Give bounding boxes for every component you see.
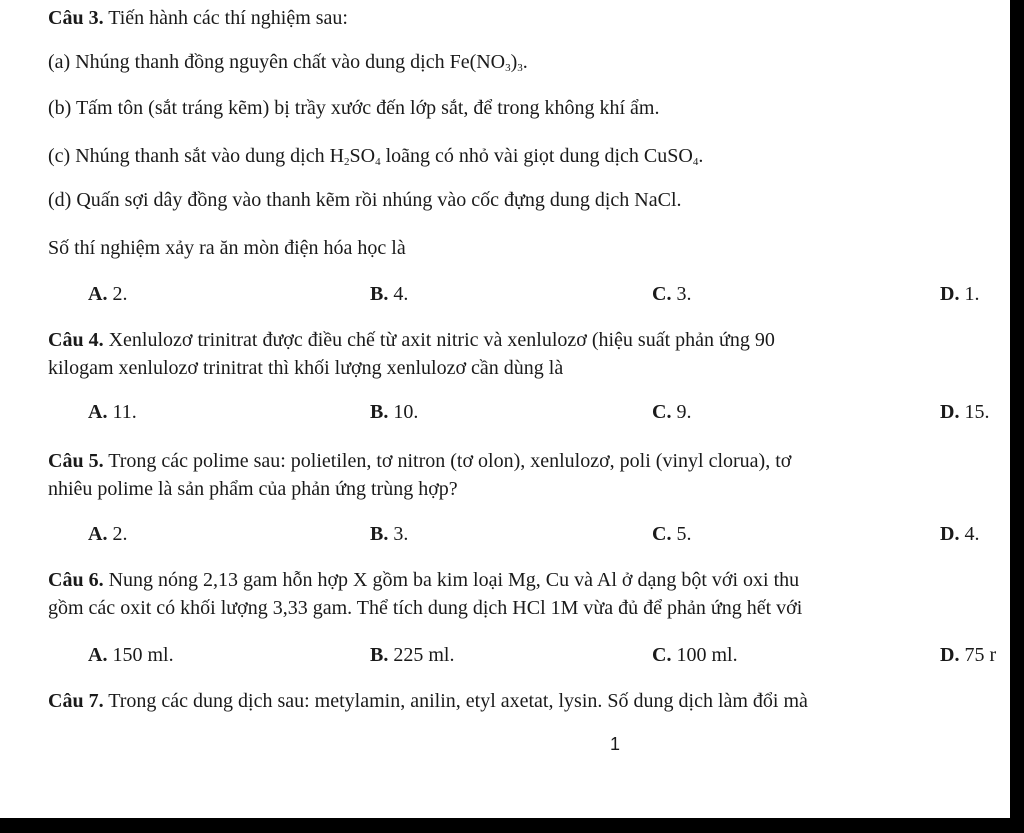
- q3-option-d: [940, 282, 979, 306]
- option-value: 150 ml.: [107, 644, 174, 666]
- option-letter: B.: [370, 401, 389, 423]
- option-value: 3.: [388, 523, 409, 545]
- q5-option-b: [370, 522, 408, 546]
- q3-item-c-mid1: SO: [349, 145, 376, 167]
- option-letter: C.: [652, 283, 672, 305]
- option-letter: A.: [88, 283, 108, 305]
- option-value: 10.: [388, 401, 419, 423]
- option-value: 225 ml.: [388, 644, 455, 666]
- option-value: 100 ml.: [671, 644, 738, 666]
- option-letter: B.: [370, 283, 389, 305]
- option-value: 15.: [959, 401, 990, 423]
- q4-option-b: [370, 400, 418, 424]
- q6-option-b: [370, 643, 454, 667]
- option-letter: A.: [88, 644, 108, 666]
- q3-item-a-text: (a) Nhúng thanh đồng nguyên chất vào dung dịch Fe(NO: [48, 51, 506, 73]
- q6-text: Nung nóng 2,13 gam hỗn hợp X gồm ba kim loại Mg, Cu và Al ở dạng bột với oxi thu: [103, 569, 800, 591]
- option-letter: D.: [940, 401, 960, 423]
- q5-line-2: nhiêu polime là sản phẩm của phản ứng trùng hợp?: [48, 478, 458, 500]
- q5-option-c: [652, 522, 691, 546]
- q7-text: Trong các dung dịch sau: metylamin, anilin, etyl axetat, lysin. Số dung dịch làm đổi mà: [103, 690, 808, 712]
- q3-item-c-sub1: 2: [344, 156, 350, 168]
- q5-option-a: [88, 522, 127, 546]
- right-border: [1010, 0, 1024, 833]
- q3-item-c-sub2: 4: [375, 156, 381, 168]
- option-letter: B.: [370, 523, 389, 545]
- option-value: 9.: [671, 401, 692, 423]
- q3-item-a: [48, 50, 528, 74]
- q3-item-a-sub1: 3: [505, 62, 511, 74]
- option-value: 11.: [107, 401, 137, 423]
- q3-item-c-text: (c) Nhúng thanh sắt vào dung dịch H: [48, 145, 345, 167]
- q7-label: Câu 7.: [48, 690, 104, 712]
- q5-label: Câu 5.: [48, 450, 104, 472]
- q7-line-1: [48, 689, 808, 713]
- q4-line-1: [48, 328, 775, 352]
- q6-label: Câu 6.: [48, 569, 104, 591]
- option-letter: C.: [652, 644, 672, 666]
- option-letter: A.: [88, 523, 108, 545]
- q6-line-1: [48, 568, 799, 592]
- q3-option-b: [370, 282, 408, 306]
- q3-item-a-mid: ): [510, 51, 518, 73]
- option-value: 5.: [671, 523, 692, 545]
- option-value: 4.: [388, 283, 409, 305]
- q3-heading: [48, 6, 348, 30]
- q4-option-d: [940, 400, 989, 424]
- q3-item-c-mid2: loãng có nhỏ vài giọt dung dịch CuSO: [380, 145, 693, 167]
- q5-line-1: [48, 449, 791, 473]
- q3-text: Tiến hành các thí nghiệm sau:: [103, 7, 348, 29]
- q3-item-a-end: .: [522, 51, 528, 73]
- option-letter: A.: [88, 401, 108, 423]
- q5-option-d: [940, 522, 979, 546]
- q3-label: Câu 3.: [48, 7, 104, 29]
- q6-option-c: [652, 643, 738, 667]
- q4-label: Câu 4.: [48, 329, 104, 351]
- q3-item-a-sub2: 3: [517, 62, 523, 74]
- q3-item-d: (d) Quấn sợi dây đồng vào thanh kẽm rồi nhúng vào cốc đựng dung dịch NaCl.: [48, 189, 682, 211]
- q3-item-c-end: .: [698, 145, 704, 167]
- option-value: 2.: [107, 523, 128, 545]
- option-value: 75 r: [959, 644, 997, 666]
- option-value: 1.: [959, 283, 980, 305]
- q4-option-c: [652, 400, 691, 424]
- q3-item-c-sub3: 4: [692, 156, 699, 168]
- option-value: 2.: [107, 283, 128, 305]
- q6-option-a: [88, 643, 174, 667]
- option-letter: C.: [652, 523, 672, 545]
- q4-line-2: kilogam xenlulozơ trinitrat thì khối lượng xenlulozơ cần dùng là: [48, 357, 564, 379]
- page-number: 1: [610, 734, 621, 754]
- bottom-border: [0, 818, 1024, 833]
- q3-stem: Số thí nghiệm xảy ra ăn mòn điện hóa học là: [48, 237, 406, 259]
- option-letter: B.: [370, 644, 389, 666]
- option-letter: D.: [940, 283, 960, 305]
- option-value: 4.: [959, 523, 980, 545]
- q3-option-c: [652, 282, 691, 306]
- q6-option-d: [940, 643, 996, 667]
- option-value: 3.: [671, 283, 692, 305]
- q4-option-a: [88, 400, 137, 424]
- option-letter: D.: [940, 644, 960, 666]
- q3-option-a: [88, 282, 127, 306]
- option-letter: D.: [940, 523, 960, 545]
- q3-item-b: (b) Tấm tôn (sắt tráng kẽm) bị trầy xước đến lớp sắt, để trong không khí ẩm.: [48, 97, 660, 119]
- q6-line-2: gồm các oxit có khối lượng 3,33 gam. Thể tích dung dịch HCl 1M vừa đủ để phản ứng hết với: [48, 597, 803, 619]
- q3-item-c: [48, 144, 703, 168]
- option-letter: C.: [652, 401, 672, 423]
- q4-text: Xenlulozơ trinitrat được điều chế từ axit nitric và xenlulozơ (hiệu suất phản ứng 90: [103, 329, 775, 351]
- q5-text: Trong các polime sau: polietilen, tơ nitron (tơ olon), xenlulozơ, poli (vinyl clorua), tơ: [103, 450, 792, 472]
